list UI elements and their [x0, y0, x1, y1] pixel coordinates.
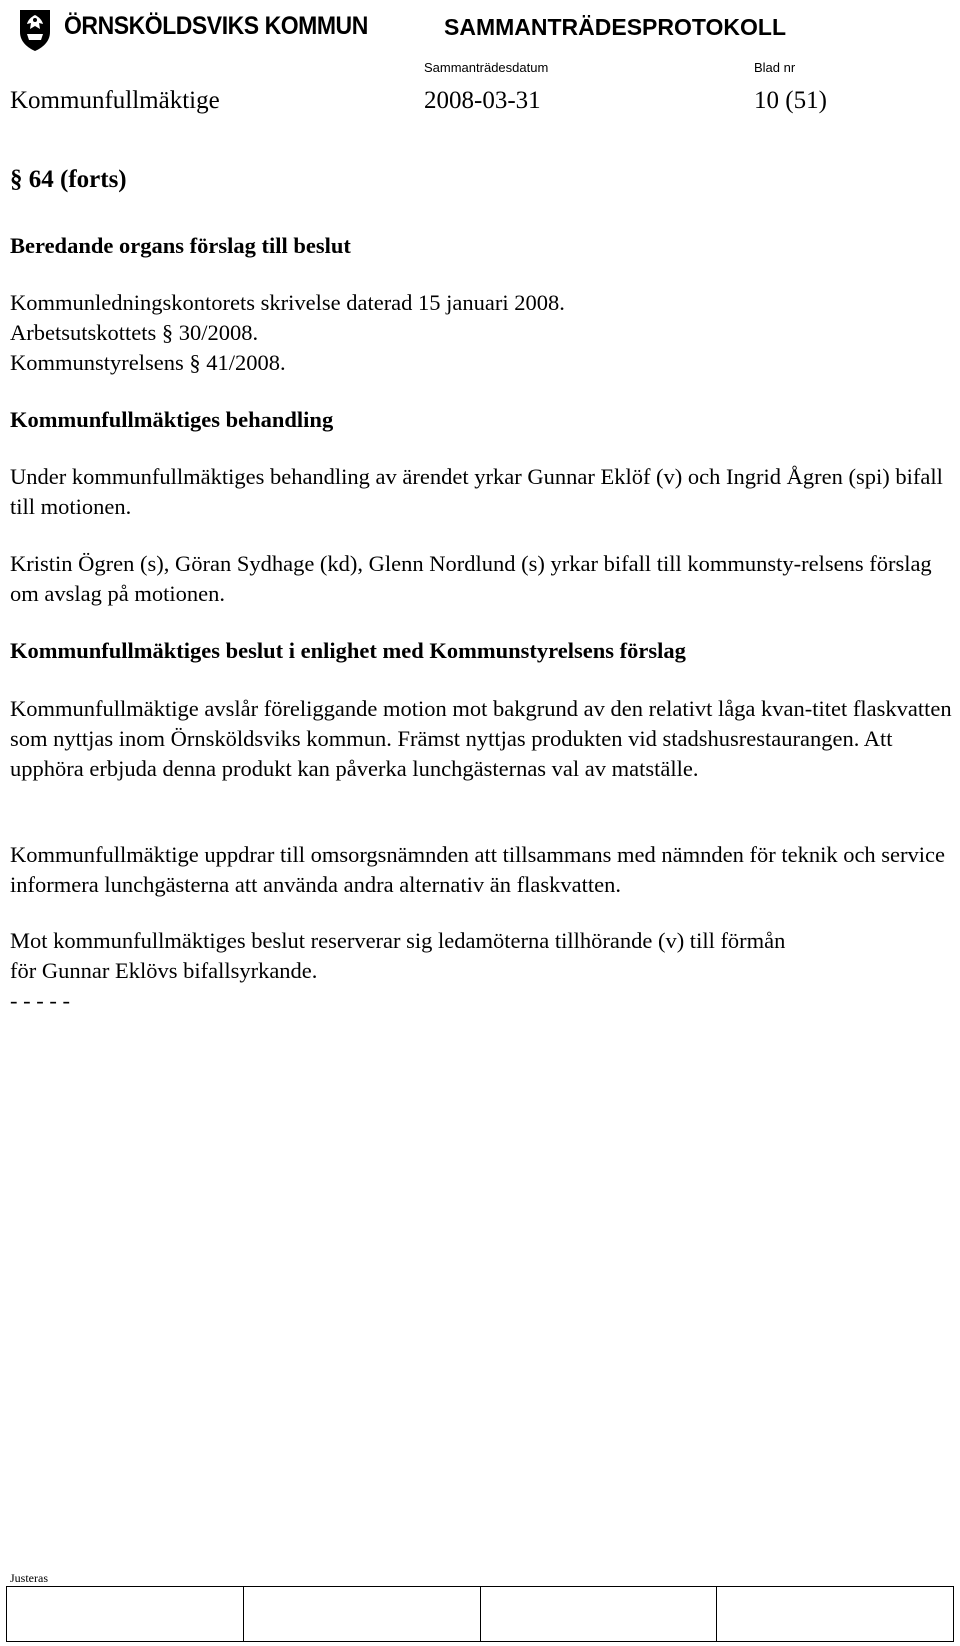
beredande-item: Kommunstyrelsens § 41/2008. [10, 350, 286, 375]
heading-behandling: Kommunfullmäktiges behandling [10, 407, 334, 432]
signature-box [243, 1587, 480, 1642]
signature-box [7, 1587, 244, 1642]
signature-table [6, 1586, 954, 1642]
behandling-paragraph-2: Kristin Ögren (s), Göran Sydhage (kd), Glenn Nordlund (s) yrkar bifall till kommunsty-relsens förslag om avslag på motionen. [10, 551, 932, 606]
signature-box [480, 1587, 717, 1642]
behandling-paragraph-1: Under kommunfullmäktiges behandling av ärendet yrkar Gunnar Eklöf (v) och Ingrid Ågren (spi) bifall till motionen. [10, 464, 943, 519]
heading-beredande: Beredande organs förslag till beslut [10, 233, 351, 258]
beslut-paragraph-2: Kommunfullmäktige uppdrar till omsorgsnämnden att tillsammans med nämnden för teknik och service informera lunchgästerna att använda andra alternativ än flaskvatten. [10, 842, 946, 897]
meeting-date-label: Sammanträdesdatum [424, 60, 549, 75]
page-number: 10 (51) [754, 87, 827, 114]
heading-beslut: Kommunfullmäktiges beslut i enlighet med Kommunstyrelsens förslag [10, 638, 686, 663]
beslut-paragraph-3-line: Mot kommunfullmäktiges beslut reserverar sig ledamöterna tillhörande (v) till förmån [10, 928, 786, 953]
beslut-paragraph-3 [10, 926, 955, 1016]
meeting-date: 2008-03-31 [424, 87, 541, 114]
justeras-label: Justeras [10, 1571, 48, 1585]
organization-name: ÖRNSKÖLDSVIKS KOMMUN [64, 12, 368, 40]
document-type: SAMMANTRÄDESPROTOKOLL [444, 14, 787, 40]
municipal-crest-icon [18, 8, 52, 52]
beredande-item: Arbetsutskottets § 30/2008. [10, 320, 259, 345]
section-title: § 64 (forts) [10, 166, 127, 193]
page-number-label: Blad nr [754, 60, 796, 75]
beslut-paragraph-3-line: för Gunnar Eklövs bifallsyrkande. [10, 958, 318, 983]
signature-box [717, 1587, 954, 1642]
beredande-list [10, 288, 955, 378]
body-name: Kommunfullmäktige [10, 87, 220, 114]
end-marker: - - - - - [10, 988, 70, 1013]
beslut-paragraph-1: Kommunfullmäktige avslår föreliggande motion mot bakgrund av den relativt låga kvan-titet flaskvatten som nyttjas inom Örnsköldsviks kommun. Främst nyttjas produkten vid stadshusrestaurangen. Att upphöra erbjuda denna produkt kan påverka lunchgästernas val av matställe. [10, 696, 952, 781]
beredande-item: Kommunledningskontorets skrivelse daterad 15 januari 2008. [10, 290, 565, 315]
